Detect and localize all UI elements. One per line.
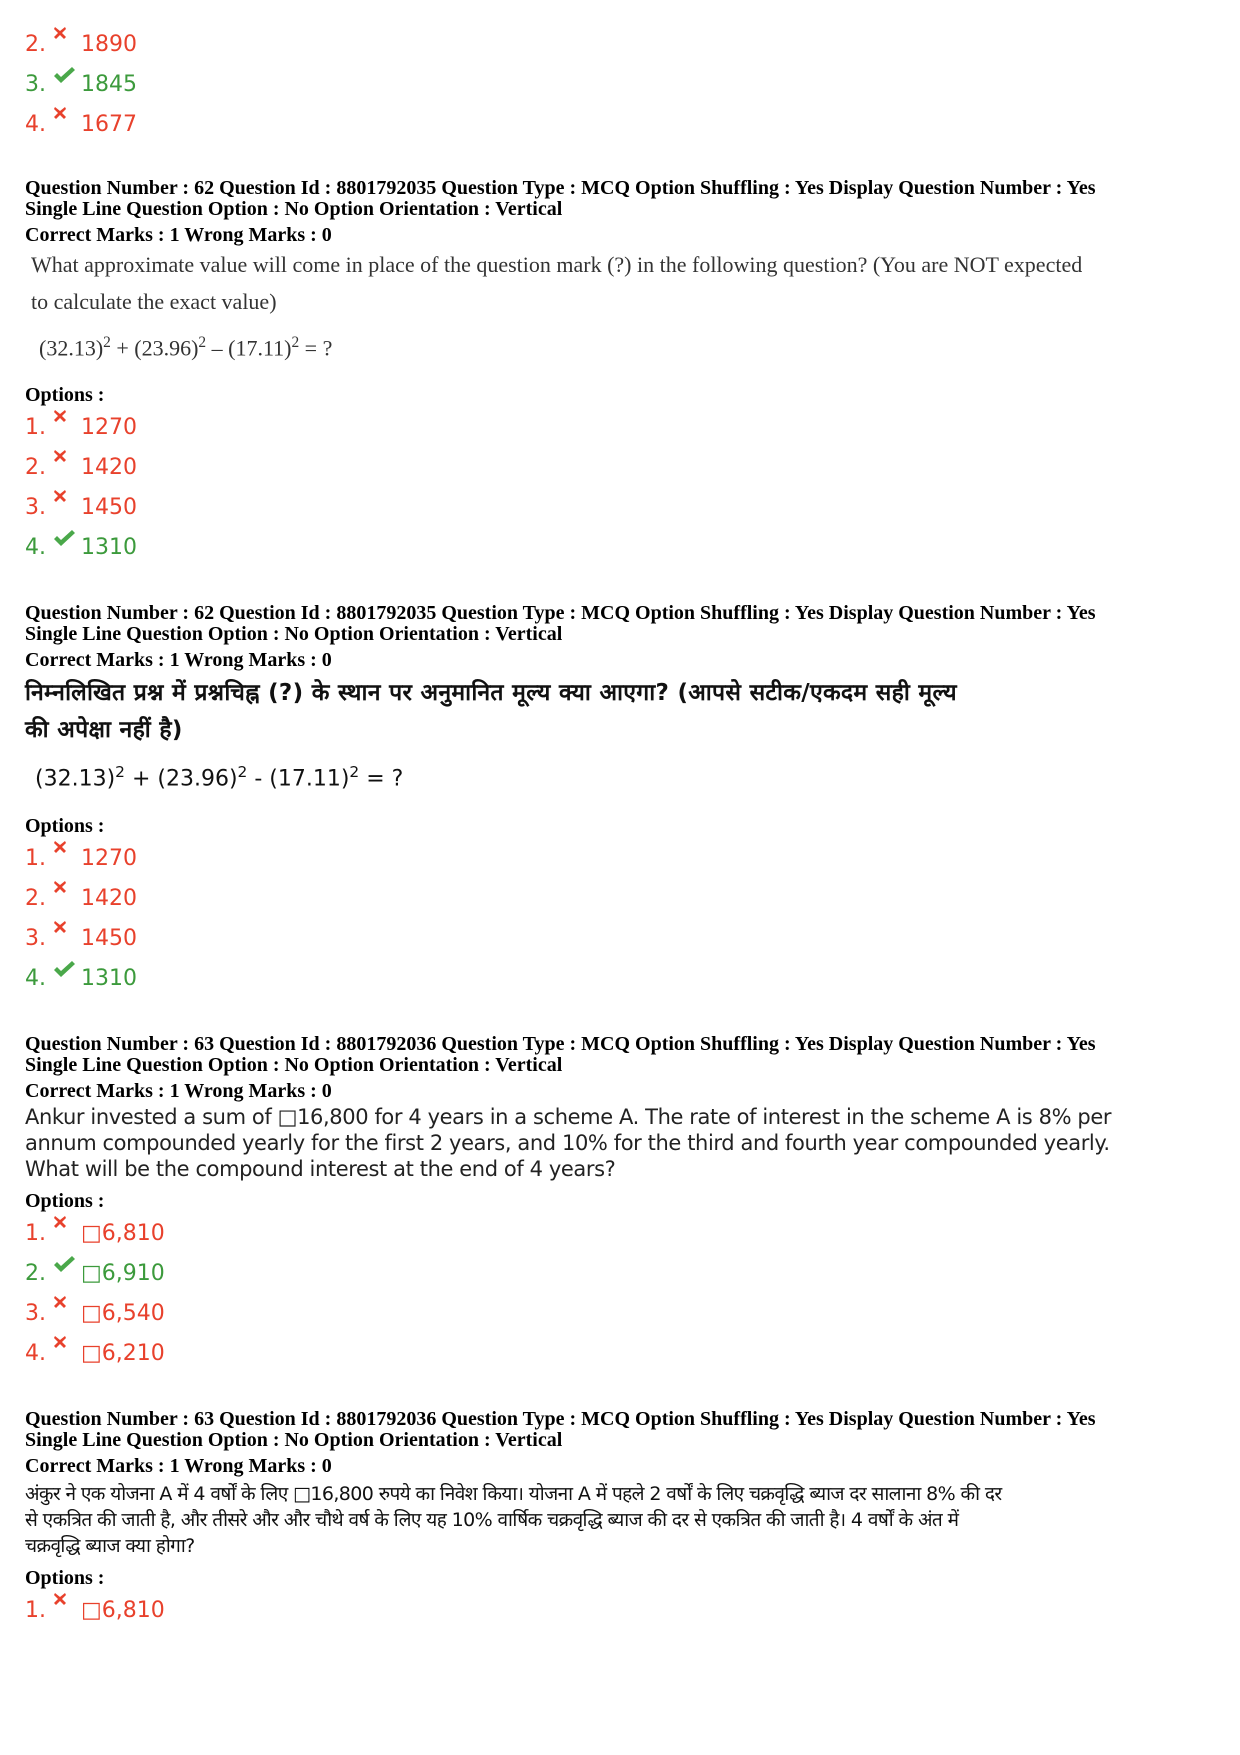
question-marks: Correct Marks : 1 Wrong Marks : 0 [25, 1080, 332, 1102]
options-label: Options : [25, 815, 105, 837]
question-marks: Correct Marks : 1 Wrong Marks : 0 [25, 1455, 332, 1477]
question-marks: Correct Marks : 1 Wrong Marks : 0 [25, 649, 332, 671]
option-row: 4. 1310 [25, 527, 1220, 567]
cross-icon [49, 452, 81, 482]
question-block [25, 1409, 1220, 1630]
question-meta: Single Line Question Option : No Option Orientation : Vertical [25, 623, 563, 645]
cross-icon [49, 883, 81, 913]
question-text: Ankur invested a sum of □16,800 for 4 years in a scheme A. The rate of interest in the scheme A is 8% per annum compounded yearly for the first 2 years, and 10% for the third and fourth year compounded yearly. What will be the compound interest at the end of 4 years? [25, 1105, 1112, 1181]
question-meta: Single Line Question Option : No Option Orientation : Vertical [25, 1429, 563, 1451]
question-text: निम्नलिखित प्रश्न में प्रश्नचिह्न (?) के स्थान पर अनुमानित मूल्य क्या आएगा? (आपसे सटीक/एकदम सही मूल्य की अपेक्षा नहीं है) [25, 680, 957, 743]
cross-icon [49, 843, 81, 873]
answer-key-page [25, 24, 1220, 1630]
option-row: 1. 1270 [25, 838, 1220, 878]
option-row: 2. 1420 [25, 447, 1220, 487]
question-meta: Single Line Question Option : No Option Orientation : Vertical [25, 198, 563, 220]
option-row: 2. 1420 [25, 878, 1220, 918]
cross-icon [49, 29, 81, 59]
option-row: 4. □6,210 [25, 1333, 1220, 1373]
cross-icon [49, 109, 81, 139]
option-row: 1. □6,810 [25, 1213, 1220, 1253]
question-meta: Question Number : 62 Question Id : 8801792035 Question Type : MCQ Option Shuffling : Yes Display Question Number : Yes [25, 177, 1096, 199]
question-block [25, 1034, 1220, 1373]
question-marks: Correct Marks : 1 Wrong Marks : 0 [25, 224, 332, 246]
option-row: 2. 1890 [25, 24, 1220, 64]
question-meta: Question Number : 63 Question Id : 8801792036 Question Type : MCQ Option Shuffling : Yes Display Question Number : Yes [25, 1033, 1096, 1055]
question-block [25, 603, 1220, 998]
options-label: Options : [25, 1190, 105, 1212]
cross-icon [49, 1298, 81, 1328]
question-formula: $(32.13)^2 + (23.96)^2 - (17.11)^2$ = ? [39, 334, 333, 361]
question-text: अंकुर ने एक योजना A में 4 वर्षों के लिए □16,800 रुपये का निवेश किया। योजना A में पहले 2 वर्षों के लिए चक्रवृद्धि ब्याज दर सालाना 8% की दर से एकत्रित की जाती है, और तीसरे और और चौथे वर्ष के लिए यह 10% वार्षिक चक्रवृद्धि ब्याज की दर से एकत्रित की जाती है। 4 वर्षों के अंत में चक्रवृद्धि ब्याज क्या होगा? [25, 1483, 1002, 1557]
option-row: 2. □6,910 [25, 1253, 1220, 1293]
option-row: 3. 1845 [25, 64, 1220, 104]
options-label: Options : [25, 1567, 105, 1589]
cross-icon [49, 412, 81, 442]
check-icon [49, 69, 81, 99]
cross-icon [49, 492, 81, 522]
check-icon [49, 532, 81, 562]
option-row: 1. 1270 [25, 407, 1220, 447]
check-icon [49, 963, 81, 993]
cross-icon [49, 1338, 81, 1368]
question-formula: $(32.13)^2 + (23.96)^2 - (17.11)^2$ = ? [35, 763, 404, 792]
question-meta: Question Number : 62 Question Id : 8801792035 Question Type : MCQ Option Shuffling : Yes Display Question Number : Yes [25, 602, 1096, 624]
cross-icon [49, 1218, 81, 1248]
cross-icon [49, 923, 81, 953]
question-meta: Question Number : 63 Question Id : 8801792036 Question Type : MCQ Option Shuffling : Yes Display Question Number : Yes [25, 1408, 1096, 1430]
question-block [25, 178, 1220, 567]
option-row: 1. □6,810 [25, 1590, 1220, 1630]
option-row: 3. □6,540 [25, 1293, 1220, 1333]
question-text: What approximate value will come in place of the question mark (?) in the following question? (You are NOT expected to calculate the exact value) [31, 252, 1083, 314]
option-row: 4. 1677 [25, 104, 1220, 144]
option-row: 3. 1450 [25, 487, 1220, 527]
option-row: 3. 1450 [25, 918, 1220, 958]
question-meta: Single Line Question Option : No Option Orientation : Vertical [25, 1054, 563, 1076]
options-label: Options : [25, 384, 105, 406]
cross-icon [49, 1595, 81, 1625]
previous-question-options [25, 24, 1220, 144]
option-row: 4. 1310 [25, 958, 1220, 998]
check-icon [49, 1258, 81, 1288]
